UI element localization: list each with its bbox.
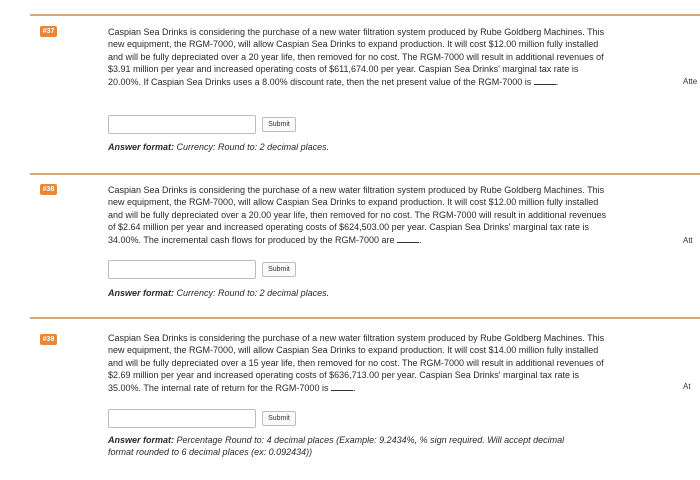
answer-blank (397, 234, 419, 243)
submit-button[interactable]: Submit (262, 262, 296, 277)
answer-input[interactable] (108, 260, 256, 279)
answer-format (108, 287, 578, 299)
answer-input[interactable] (108, 409, 256, 428)
answer-format-label: Answer format: (108, 142, 175, 152)
attempts-label: Att (683, 236, 693, 245)
question-text-body: Caspian Sea Drinks is considering the purchase of a new water filtration system produced by Rube Goldberg Machines. This new equipment, the RGM-7000, will allow Caspian Sea Drinks to expand production. It will cost $14.00 million fully installed and will be fully depreciated over a 15 year life, then removed for no cost. The RGM-7000 will result in additional revenues of $2.69 million per year and increased operating costs of $636,713.00 per year. Caspian Sea Drinks' marginal tax rate is 35.00%. The internal rate of return for the RGM-7000 is (108, 333, 605, 393)
question-number-badge: #39 (40, 334, 57, 345)
answer-format (108, 434, 578, 459)
attempts-label: Atte (683, 77, 698, 86)
question-text-body: Caspian Sea Drinks is considering the purchase of a new water filtration system produced by Rube Goldberg Machines. This new equipment, the RGM-7000, will allow Caspian Sea Drinks to expand production. It will cost $12.00 million fully installed and will be fully depreciated over a 20.00 year life, then removed for no cost. The RGM-7000 will result in additional revenues of $2.64 million per year and increased operating costs of $624,503.00 per year. Caspian Sea Drinks' marginal tax rate is 34.00%. The incremental cash flows for produced by the RGM-7000 are (108, 185, 607, 245)
submit-button[interactable]: Submit (262, 411, 296, 426)
question-text-body: Caspian Sea Drinks is considering the purchase of a new water filtration system produced by Rube Goldberg Machines. This new equipment, the RGM-7000, will allow Caspian Sea Drinks to expand production. It will cost $12.00 million fully installed and will be fully depreciated over a 20 year life, then removed for no cost. The RGM-7000 will result in additional revenues of $3.91 million per year and increased operating costs of $611,674.00 per year. Caspian Sea Drinks' marginal tax rate is 20.00%. If Caspian Sea Drinks uses a 8.00% discount rate, then the net present value of the RGM-7000 is (108, 27, 605, 87)
answer-format (108, 141, 578, 153)
question-text: Caspian Sea Drinks is considering the purchase of a new water filtration system produced by Rube Goldberg Machines. This new equipment, the RGM-7000, will allow Caspian Sea Drinks to expand production. It will cost $12.00 million fully installed and will be fully depreciated over a 20.00 year life, then removed for no cost. The RGM-7000 will result in additional revenues of $2.64 million per year and increased operating costs of $624,503.00 per year. Caspian Sea Drinks' marginal tax rate is 34.00%. The incremental cash flows for produced by the RGM-7000 are . (108, 185, 607, 245)
answer-blank (534, 76, 556, 85)
question-number-badge: #37 (40, 26, 57, 37)
question-number-badge: #38 (40, 184, 57, 195)
answer-format-label: Answer format: (108, 435, 175, 445)
answer-input[interactable] (108, 115, 256, 134)
question-text: Caspian Sea Drinks is considering the purchase of a new water filtration system produced by Rube Goldberg Machines. This new equipment, the RGM-7000, will allow Caspian Sea Drinks to expand production. It will cost $12.00 million fully installed and will be fully depreciated over a 20 year life, then removed for no cost. The RGM-7000 will result in additional revenues of $3.91 million per year and increased operating costs of $611,674.00 per year. Caspian Sea Drinks' marginal tax rate is 20.00%. If Caspian Sea Drinks uses a 8.00% discount rate, then the net present value of the RGM-7000 is . (108, 27, 605, 87)
question-divider (30, 317, 700, 319)
answer-format-text: Currency: Round to: 2 decimal places. (176, 142, 330, 152)
attempts-label: At (683, 382, 691, 391)
answer-format-text: Currency: Round to: 2 decimal places. (176, 288, 330, 298)
answer-blank (331, 382, 353, 391)
question-text: Caspian Sea Drinks is considering the purchase of a new water filtration system produced by Rube Goldberg Machines. This new equipment, the RGM-7000, will allow Caspian Sea Drinks to expand production. It will cost $14.00 million fully installed and will be fully depreciated over a 15 year life, then removed for no cost. The RGM-7000 will result in additional revenues of $2.69 million per year and increased operating costs of $636,713.00 per year. Caspian Sea Drinks' marginal tax rate is 35.00%. The internal rate of return for the RGM-7000 is . (108, 333, 605, 393)
question-divider (30, 173, 700, 175)
question-divider (30, 14, 700, 16)
answer-format-label: Answer format: (108, 288, 175, 298)
answer-format-text: Percentage Round to: 4 decimal places (Example: 9.2434%, % sign required. Will accept decimal format rounded to 6 decimal places (ex: 0.092434)) (108, 435, 565, 458)
submit-button[interactable]: Submit (262, 117, 296, 132)
